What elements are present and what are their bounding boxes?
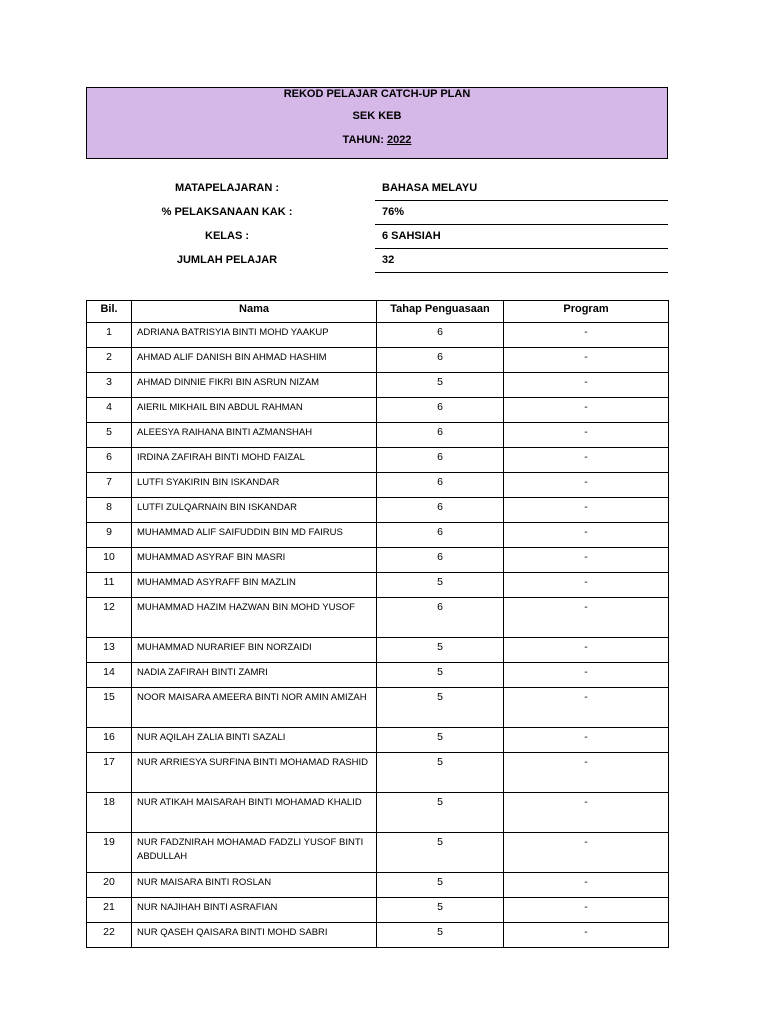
cell-program: - bbox=[504, 348, 669, 373]
cell-tahap: 5 bbox=[377, 573, 504, 598]
cell-tahap: 6 bbox=[377, 423, 504, 448]
table-row bbox=[87, 688, 669, 728]
info-label: JUMLAH PELAJAR bbox=[176, 254, 278, 266]
cell-bil: 13 bbox=[87, 638, 132, 663]
table-row bbox=[87, 873, 669, 898]
cell-tahap: 5 bbox=[377, 753, 504, 793]
cell-tahap: 6 bbox=[377, 448, 504, 473]
cell-nama: MUHAMMAD ALIF SAIFUDDIN BIN MD FAIRUS bbox=[132, 523, 377, 548]
cell-tahap: 5 bbox=[377, 793, 504, 833]
cell-bil: 5 bbox=[87, 423, 132, 448]
cell-bil: 4 bbox=[87, 398, 132, 423]
table-row bbox=[87, 448, 669, 473]
table-row bbox=[87, 663, 669, 688]
cell-bil: 14 bbox=[87, 663, 132, 688]
table-row bbox=[87, 423, 669, 448]
table-row bbox=[87, 398, 669, 423]
document-title: REKOD PELAJAR CATCH-UP PLAN bbox=[283, 88, 471, 100]
cell-bil: 1 bbox=[87, 323, 132, 348]
cell-bil: 9 bbox=[87, 523, 132, 548]
table-header-row bbox=[87, 301, 669, 323]
cell-tahap: 6 bbox=[377, 498, 504, 523]
cell-program: - bbox=[504, 423, 669, 448]
cell-bil: 2 bbox=[87, 348, 132, 373]
cell-program: - bbox=[504, 638, 669, 663]
cell-bil: 3 bbox=[87, 373, 132, 398]
year-label: TAHUN: bbox=[342, 134, 384, 146]
info-row-students bbox=[86, 249, 668, 273]
table-row bbox=[87, 523, 669, 548]
cell-program: - bbox=[504, 498, 669, 523]
cell-program: - bbox=[504, 598, 669, 638]
cell-bil: 6 bbox=[87, 448, 132, 473]
cell-bil: 18 bbox=[87, 793, 132, 833]
cell-bil: 8 bbox=[87, 498, 132, 523]
year-line bbox=[87, 134, 667, 146]
info-row-class bbox=[86, 225, 668, 249]
cell-bil: 7 bbox=[87, 473, 132, 498]
cell-nama: AIERIL MIKHAIL BIN ABDUL RAHMAN bbox=[132, 398, 377, 423]
cell-tahap: 5 bbox=[377, 663, 504, 688]
info-label: MATAPELAJARAN : bbox=[174, 182, 280, 194]
cell-program: - bbox=[504, 548, 669, 573]
cell-nama: NUR ATIKAH MAISARAH BINTI MOHAMAD KHALID bbox=[132, 793, 377, 833]
cell-nama: AHMAD ALIF DANISH BIN AHMAD HASHIM bbox=[132, 348, 377, 373]
cell-tahap: 5 bbox=[377, 688, 504, 728]
cell-tahap: 5 bbox=[377, 923, 504, 948]
cell-nama: MUHAMMAD ASYRAFF BIN MAZLIN bbox=[132, 573, 377, 598]
info-value: BAHASA MELAYU bbox=[382, 182, 478, 194]
document-header bbox=[86, 87, 668, 159]
table-row bbox=[87, 598, 669, 638]
cell-bil: 20 bbox=[87, 873, 132, 898]
header-program: Program bbox=[504, 301, 669, 323]
cell-program: - bbox=[504, 793, 669, 833]
table-row bbox=[87, 898, 669, 923]
info-section bbox=[86, 177, 668, 273]
cell-tahap: 6 bbox=[377, 348, 504, 373]
info-row-subject bbox=[86, 177, 668, 201]
cell-program: - bbox=[504, 523, 669, 548]
student-table bbox=[86, 300, 669, 948]
cell-nama: ALEESYA RAIHANA BINTI AZMANSHAH bbox=[132, 423, 377, 448]
table-row bbox=[87, 498, 669, 523]
cell-bil: 16 bbox=[87, 728, 132, 753]
year-value: 2022 bbox=[386, 134, 412, 146]
cell-bil: 21 bbox=[87, 898, 132, 923]
header-tahap: Tahap Penguasaan bbox=[377, 301, 504, 323]
cell-program: - bbox=[504, 573, 669, 598]
cell-bil: 12 bbox=[87, 598, 132, 638]
cell-nama: NUR NAJIHAH BINTI ASRAFIAN bbox=[132, 898, 377, 923]
cell-tahap: 6 bbox=[377, 398, 504, 423]
cell-nama: NUR MAISARA BINTI ROSLAN bbox=[132, 873, 377, 898]
cell-program: - bbox=[504, 688, 669, 728]
cell-nama: MUHAMMAD ASYRAF BIN MASRI bbox=[132, 548, 377, 573]
cell-nama: ADRIANA BATRISYIA BINTI MOHD YAAKUP bbox=[132, 323, 377, 348]
cell-program: - bbox=[504, 728, 669, 753]
table-row bbox=[87, 793, 669, 833]
info-value: 6 SAHSIAH bbox=[382, 230, 441, 242]
cell-nama: AHMAD DINNIE FIKRI BIN ASRUN NIZAM bbox=[132, 373, 377, 398]
cell-program: - bbox=[504, 473, 669, 498]
cell-program: - bbox=[504, 923, 669, 948]
table-row bbox=[87, 753, 669, 793]
info-row-implementation bbox=[86, 201, 668, 225]
cell-bil: 11 bbox=[87, 573, 132, 598]
cell-program: - bbox=[504, 898, 669, 923]
cell-bil: 22 bbox=[87, 923, 132, 948]
cell-nama: NUR ARRIESYA SURFINA BINTI MOHAMAD RASHID bbox=[132, 753, 377, 793]
table-row bbox=[87, 638, 669, 663]
cell-tahap: 5 bbox=[377, 898, 504, 923]
cell-tahap: 6 bbox=[377, 598, 504, 638]
table-row bbox=[87, 833, 669, 873]
cell-nama: LUTFI SYAKIRIN BIN ISKANDAR bbox=[132, 473, 377, 498]
cell-program: - bbox=[504, 448, 669, 473]
cell-tahap: 5 bbox=[377, 873, 504, 898]
cell-nama: NOOR MAISARA AMEERA BINTI NOR AMIN AMIZAH bbox=[132, 688, 377, 728]
cell-nama: NUR QASEH QAISARA BINTI MOHD SABRI bbox=[132, 923, 377, 948]
underline bbox=[375, 272, 668, 273]
header-nama: Nama bbox=[132, 301, 377, 323]
cell-nama: NADIA ZAFIRAH BINTI ZAMRI bbox=[132, 663, 377, 688]
cell-program: - bbox=[504, 398, 669, 423]
cell-program: - bbox=[504, 663, 669, 688]
cell-nama: IRDINA ZAFIRAH BINTI MOHD FAIZAL bbox=[132, 448, 377, 473]
info-label: % PELAKSANAAN KAK : bbox=[161, 206, 293, 218]
school-name: SEK KEB bbox=[352, 110, 402, 122]
table-row bbox=[87, 373, 669, 398]
table-row bbox=[87, 573, 669, 598]
cell-tahap: 6 bbox=[377, 548, 504, 573]
cell-nama: NUR AQILAH ZALIA BINTI SAZALI bbox=[132, 728, 377, 753]
info-value: 32 bbox=[382, 254, 395, 266]
table-row bbox=[87, 323, 669, 348]
cell-tahap: 6 bbox=[377, 523, 504, 548]
cell-bil: 19 bbox=[87, 833, 132, 873]
cell-nama: LUTFI ZULQARNAIN BIN ISKANDAR bbox=[132, 498, 377, 523]
table-row bbox=[87, 473, 669, 498]
table-row bbox=[87, 548, 669, 573]
info-value: 76% bbox=[382, 206, 405, 218]
cell-bil: 10 bbox=[87, 548, 132, 573]
cell-tahap: 5 bbox=[377, 833, 504, 873]
cell-program: - bbox=[504, 873, 669, 898]
cell-tahap: 6 bbox=[377, 473, 504, 498]
cell-tahap: 6 bbox=[377, 323, 504, 348]
cell-tahap: 5 bbox=[377, 638, 504, 663]
header-bil: Bil. bbox=[87, 301, 132, 323]
cell-tahap: 5 bbox=[377, 373, 504, 398]
table-row bbox=[87, 728, 669, 753]
cell-nama: NUR FADZNIRAH MOHAMAD FADZLI YUSOF BINTI ABDULLAH bbox=[132, 833, 377, 873]
table-row bbox=[87, 923, 669, 948]
cell-program: - bbox=[504, 753, 669, 793]
cell-bil: 17 bbox=[87, 753, 132, 793]
table-body bbox=[87, 323, 669, 948]
cell-program: - bbox=[504, 323, 669, 348]
cell-program: - bbox=[504, 833, 669, 873]
cell-bil: 15 bbox=[87, 688, 132, 728]
table-row bbox=[87, 348, 669, 373]
cell-program: - bbox=[504, 373, 669, 398]
cell-tahap: 5 bbox=[377, 728, 504, 753]
cell-nama: MUHAMMAD NURARIEF BIN NORZAIDI bbox=[132, 638, 377, 663]
cell-nama: MUHAMMAD HAZIM HAZWAN BIN MOHD YUSOF bbox=[132, 598, 377, 638]
info-label: KELAS : bbox=[205, 230, 249, 242]
